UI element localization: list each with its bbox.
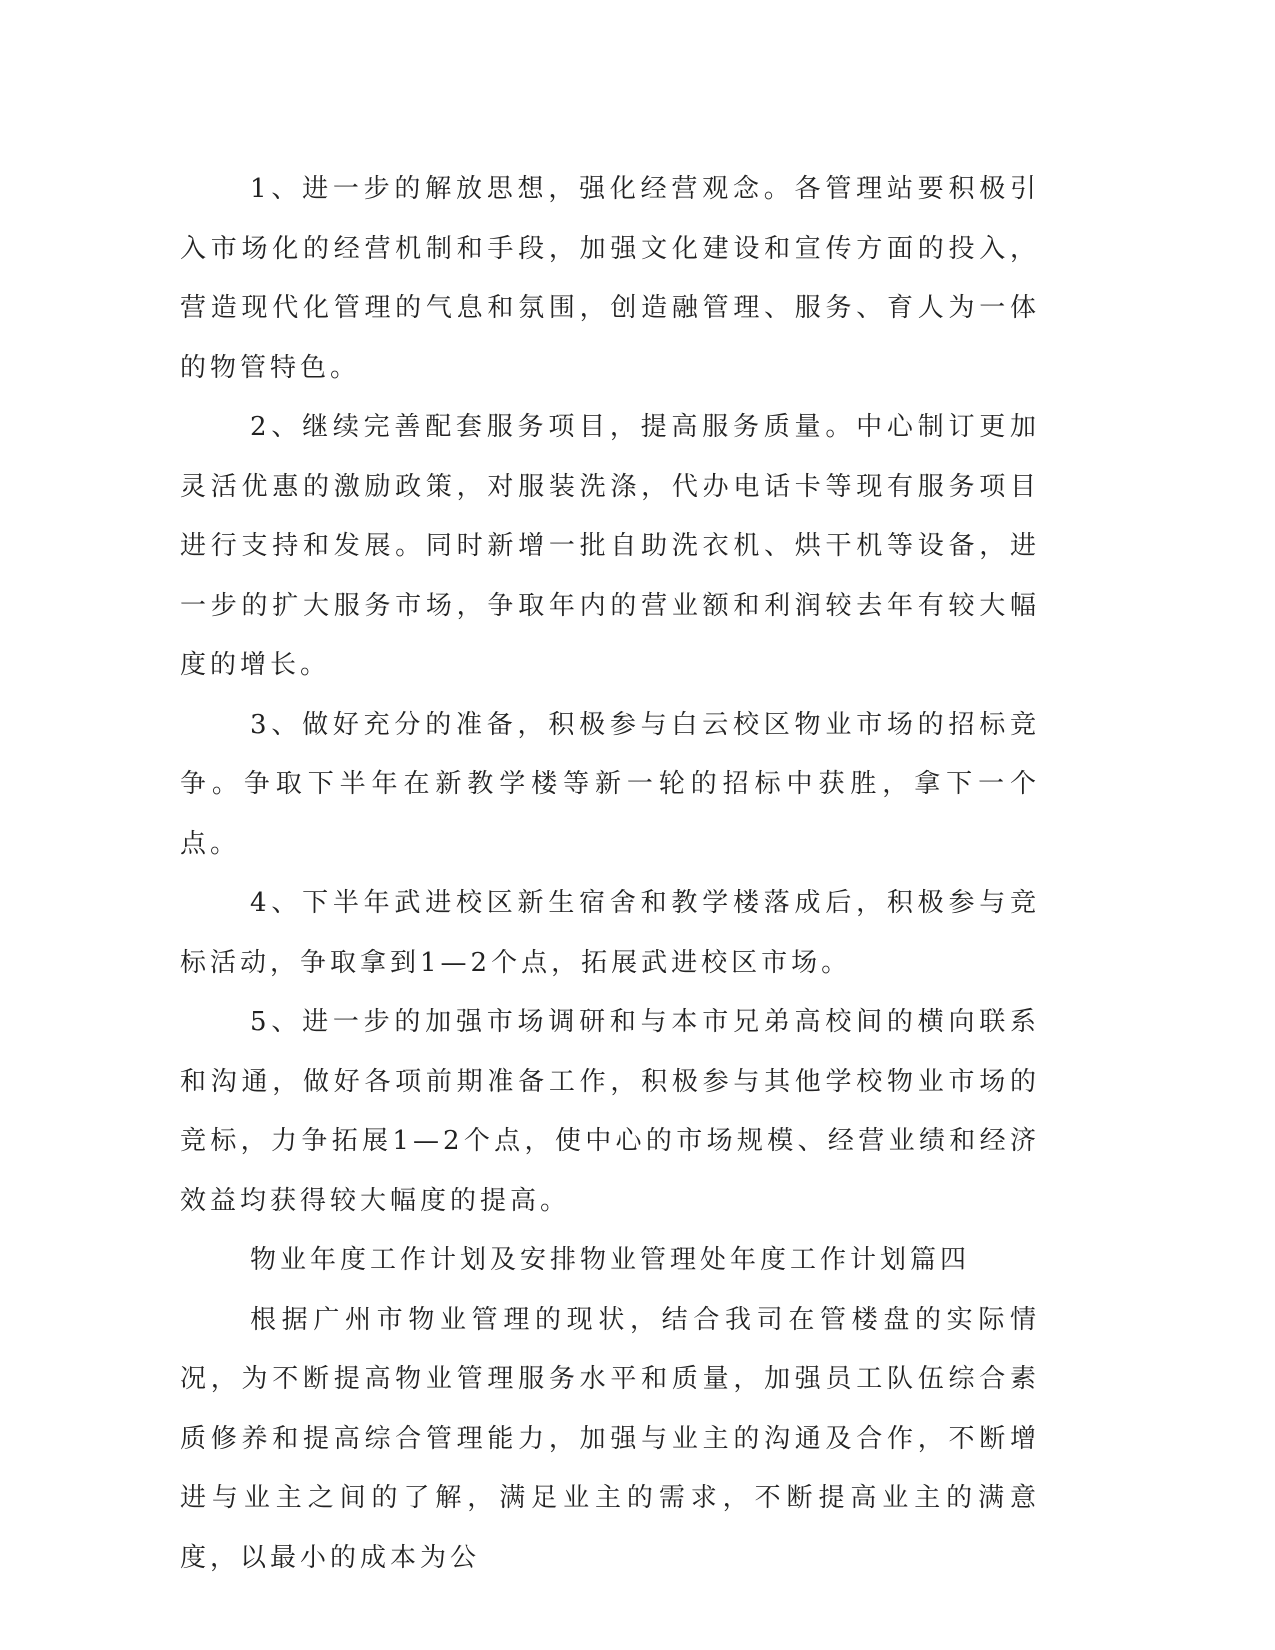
document-body <box>180 160 1040 1588</box>
paragraph-3: 3、做好充分的准备，积极参与白云校区物业市场的招标竞争。争取下半年在新教学楼等新一轮的招标中获胜，拿下一个点。 <box>180 709 1040 859</box>
paragraph-1: 1、进一步的解放思想，强化经营观念。各管理站要积极引入市场化的经营机制和手段，加强文化建设和宣传方面的投入，营造现代化管理的气息和氛围，创造融管理、服务、育人为一体的物管特色。 <box>180 174 1040 383</box>
paragraph-4: 4、下半年武进校区新生宿舍和教学楼落成后，积极参与竞标活动，争取拿到1—2个点，拓展武进校区市场。 <box>180 888 1040 978</box>
paragraph-6: 根据广州市物业管理的现状，结合我司在管楼盘的实际情况，为不断提高物业管理服务水平和质量，加强员工队伍综合素质修养和提高综合管理能力，加强与业主的沟通及合作，不断增进与业主之间的了解，满足业主的需求，不断提高业主的满意度，以最小的成本为公 <box>180 1304 1040 1573</box>
paragraph-2: 2、继续完善配套服务项目，提高服务质量。中心制订更加灵活优惠的激励政策，对服装洗涤，代办电话卡等现有服务项目进行支持和发展。同时新增一批自助洗衣机、烘干机等设备，进一步的扩大服务市场，争取年内的营业额和利润较去年有较大幅度的增长。 <box>180 412 1040 680</box>
paragraph-5: 5、进一步的加强市场调研和与本市兄弟高校间的横向联系和沟通，做好各项前期准备工作，积极参与其他学校物业市场的竞标，力争拓展1—2个点，使中心的市场规模、经营业绩和经济效益均获得较大幅度的提高。 <box>180 1007 1040 1216</box>
section-heading: 物业年度工作计划及安排物业管理处年度工作计划篇四 <box>250 1245 971 1275</box>
